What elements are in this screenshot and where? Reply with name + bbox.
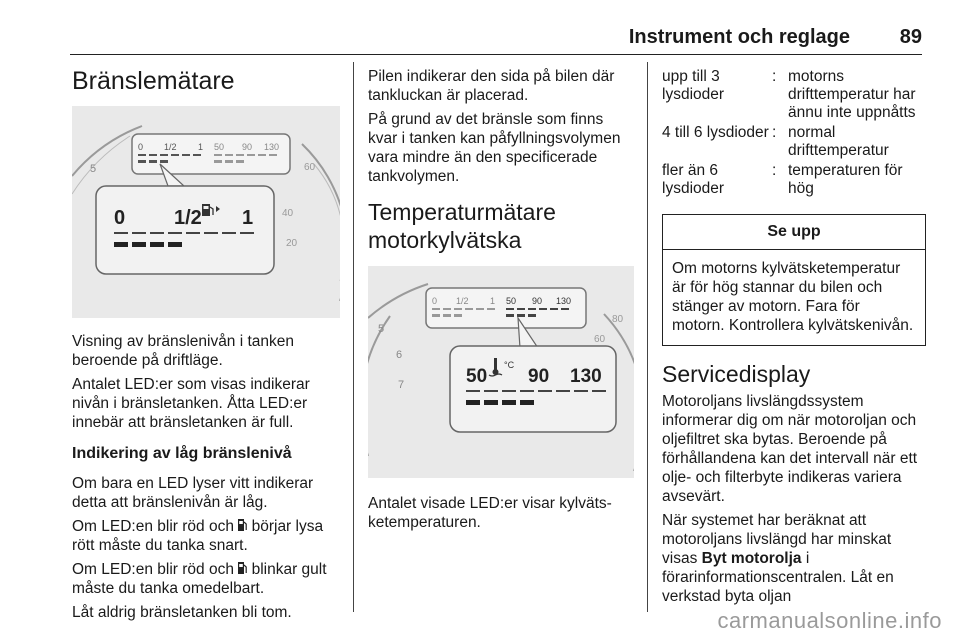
column-3: [662, 62, 926, 606]
svg-text:5: 5: [378, 323, 385, 335]
fuel-gauge-illustration: [72, 106, 340, 318]
svg-text:80: 80: [612, 314, 624, 325]
fuel-p3: Om bara en LED lyser vitt indikerar detta att bränslenivån är låg.: [72, 475, 314, 511]
fuel-p6: Låt aldrig bränsletanken bli tom.: [72, 604, 292, 621]
top-scale-label-4: 90: [242, 142, 253, 152]
fuel-p4: [72, 517, 340, 555]
watermark: carmanualsonline.info: [717, 608, 942, 633]
svg-text:20: 20: [286, 238, 298, 249]
service-p2-after: i förarinformationscentralen. Låt en verkstad byta oljan: [662, 550, 894, 605]
low-fuel-subheading: Indikering av låg bränslenivå: [72, 445, 292, 462]
service-p1: Motoroljans livslängdssystem informerar dig om när motoroljan och oljefiltret ska bytas. Beroende på förhållandena kan det intervall när ett olje- och filterbyte indikeras variera avsevärt.: [662, 393, 918, 505]
temp-gauge-illustration: [368, 266, 634, 478]
fuel-p5-before: Om LED:en blir röd och: [72, 561, 234, 578]
warning-title: Se upp: [663, 215, 925, 250]
top-scale-label-1: 1/2: [456, 296, 469, 306]
top-scale-label-2: 1: [198, 142, 204, 152]
table-row-value: [786, 68, 926, 122]
temp-p2: På grund av det bränsle som finns kvar i tanken kan påfyllningsvolymen vara mindre än den specificerade tankvolymen.: [368, 111, 621, 185]
fuel-p5-after: blinkar gult måste du tanka omedelbart.: [72, 561, 327, 597]
page-number: 89: [899, 26, 922, 48]
svg-text:40: 40: [282, 208, 294, 219]
top-scale-label-0: 0: [432, 296, 438, 306]
fuel-p4-before: Om LED:en blir röd och: [72, 518, 234, 535]
service-p2-before: När systemet har beräknat att motoroljans livslängd har minskat visas: [662, 512, 892, 567]
table-row-value: normal drifttemperatur: [788, 124, 889, 159]
zoom-scale-label-1: 90: [528, 366, 550, 387]
table-row-sep: :: [772, 68, 777, 85]
fuel-p2: Antalet LED:er som visas indikerar nivån i bränsletanken. Åtta LED:er innebär att bränsletanken är full.: [72, 376, 310, 431]
table-row-value: temperaturen för hög: [788, 162, 903, 197]
service-p2: [662, 511, 926, 606]
top-scale-label-4: 90: [532, 296, 543, 306]
service-display-heading: Servicedisplay: [662, 361, 811, 387]
svg-text:6: 6: [396, 349, 403, 361]
top-scale-label-2: 1: [490, 296, 496, 306]
top-scale-label-0: 0: [138, 142, 144, 152]
table-row-label: upp till 3 lysdioder: [662, 68, 725, 103]
svg-text:60: 60: [594, 334, 606, 345]
fuel-p4-after: börjar lysa rött måste du tanka snart.: [72, 518, 324, 554]
fuel-p5: [72, 560, 340, 598]
fuel-gauge-heading: Bränslemätare: [72, 67, 235, 95]
table-row-label: fler än 6 lysdioder: [662, 162, 725, 197]
service-message-name: Byt motorolja: [701, 550, 802, 567]
header-rule: [70, 54, 922, 55]
fuel-pump-icon: [238, 561, 247, 575]
top-scale-label-3: 50: [506, 296, 517, 306]
table-row-label: 4 till 6 lysdioder: [662, 124, 769, 141]
temp-p1: Pilen indikerar den sida på bilen där tankluckan är placerad.: [368, 68, 615, 104]
top-scale-label-5: 130: [556, 296, 572, 306]
svg-text:60: 60: [304, 162, 316, 173]
top-scale-label-1: 1/2: [164, 142, 177, 152]
header-title: Instrument och reglage: [628, 26, 850, 48]
column-2: [368, 62, 634, 532]
zoom-scale-label-2: 1: [242, 207, 254, 229]
zoom-scale-label-1: 1/2: [174, 207, 202, 229]
fuel-pump-icon: [238, 518, 247, 532]
column-divider-2: [647, 62, 648, 612]
top-scale-label-3: 50: [214, 142, 225, 152]
column-1: [72, 62, 340, 622]
zoom-scale-label-2: 130: [570, 366, 602, 387]
svg-text:5: 5: [90, 163, 97, 175]
zoom-scale-label-0: 50: [466, 366, 488, 387]
temp-gauge-figure: [368, 266, 634, 478]
table-row-value-text: motorns drifttemperatur har ännu inte uppnåtts: [788, 68, 916, 121]
temp-gauge-heading: Temperaturmätare motorkylvätska: [368, 199, 556, 253]
column-divider-1: [353, 62, 354, 612]
fuel-gauge-figure: [72, 106, 340, 318]
table-row-sep: :: [772, 162, 777, 179]
temp-p3: Antalet visade LED:er visar kylväts-ketemperaturen.: [368, 495, 612, 531]
temperature-led-table: [662, 68, 926, 198]
svg-text:7: 7: [398, 379, 405, 391]
svg-text:°C: °C: [504, 360, 515, 370]
table-row-sep: :: [772, 124, 777, 141]
warning-body: Om motorns kylvätsketemperatur är för hög stannar du bilen och stänger av motorn. Fara för motorn. Kontrollera kylvätskenivån.: [672, 260, 914, 334]
zoom-scale-label-0: 0: [114, 207, 126, 229]
top-scale-label-5: 130: [264, 142, 280, 152]
warning-box: [662, 214, 926, 346]
fuel-p1: Visning av bränslenivån i tanken beroende på driftläge.: [72, 333, 295, 369]
